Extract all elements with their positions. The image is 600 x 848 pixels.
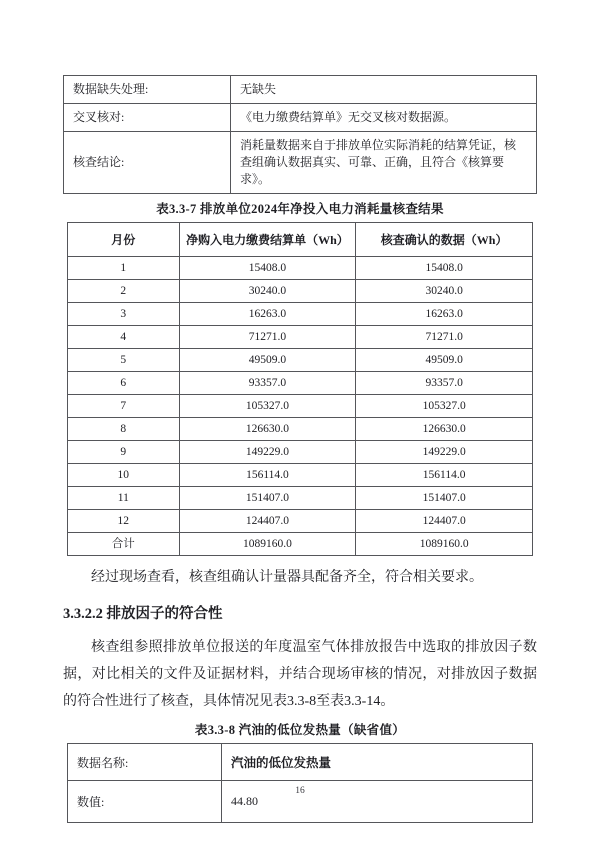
conclusion-paragraph: 经过现场查看，核查组确认计量器具配备齐全，符合相关要求。 [91, 570, 483, 585]
month-cell: 4 [68, 326, 180, 349]
summary-row-label: 核查结论: [64, 132, 231, 194]
data-name-value: 汽油的低位发热量 [222, 744, 533, 781]
table-row [68, 372, 533, 395]
summary-row-value: 《电力缴费结算单》无交叉核对数据源。 [231, 104, 537, 132]
verified-value-cell: 93357.0 [356, 372, 533, 395]
billing-value-cell: 149229.0 [179, 441, 356, 464]
verified-value-cell: 124407.0 [356, 510, 533, 533]
table-row [68, 487, 533, 510]
verified-value-cell: 149229.0 [356, 441, 533, 464]
table-row [68, 418, 533, 441]
month-cell: 7 [68, 395, 180, 418]
verified-value-cell: 49509.0 [356, 349, 533, 372]
table-row [64, 76, 537, 104]
verified-value-cell: 71271.0 [356, 326, 533, 349]
month-cell: 1 [68, 257, 180, 280]
billing-value-cell: 49509.0 [179, 349, 356, 372]
power-consumption-table [67, 222, 533, 556]
table-row [68, 464, 533, 487]
data-value-value: 44.80 [222, 781, 533, 823]
billing-value-cell: 71271.0 [179, 326, 356, 349]
column-header-verified: 核查确认的数据（Wh） [356, 223, 533, 257]
billing-value-cell: 15408.0 [179, 257, 356, 280]
total-label-cell: 合计 [68, 533, 180, 556]
month-cell: 12 [68, 510, 180, 533]
gasoline-table-caption: 表3.3-8 汽油的低位发热量（缺省值） [194, 723, 406, 737]
summary-row-value: 无缺失 [231, 76, 537, 104]
table-total-row [68, 533, 533, 556]
month-cell: 9 [68, 441, 180, 464]
table-row [68, 395, 533, 418]
month-cell: 5 [68, 349, 180, 372]
month-cell: 2 [68, 280, 180, 303]
verified-value-cell: 15408.0 [356, 257, 533, 280]
power-table-caption: 表3.3-7 排放单位2024年净投入电力消耗量核查结果 [156, 202, 444, 216]
verified-total-cell: 1089160.0 [356, 533, 533, 556]
month-cell: 3 [68, 303, 180, 326]
gasoline-heating-value-table [67, 743, 533, 823]
page-number: 16 [295, 786, 305, 796]
table-header-row [68, 223, 533, 257]
billing-total-cell: 1089160.0 [179, 533, 356, 556]
summary-row-value: 消耗量数据来自于排放单位实际消耗的结算凭证，核查组确认数据真实、可靠、正确，且符合《核算要求》。 [231, 132, 537, 194]
table-row [68, 441, 533, 464]
month-cell: 10 [68, 464, 180, 487]
section-heading: 3.3.2.2 排放因子的符合性 [63, 606, 223, 622]
verified-value-cell: 105327.0 [356, 395, 533, 418]
billing-value-cell: 105327.0 [179, 395, 356, 418]
table-row [64, 132, 537, 194]
billing-value-cell: 151407.0 [179, 487, 356, 510]
column-header-month: 月份 [68, 223, 180, 257]
verification-summary-table [63, 75, 537, 194]
data-name-label: 数据名称: [68, 744, 222, 781]
month-cell: 6 [68, 372, 180, 395]
verified-value-cell: 126630.0 [356, 418, 533, 441]
month-cell: 11 [68, 487, 180, 510]
summary-row-label: 数据缺失处理: [64, 76, 231, 104]
data-value-label: 数值: [68, 781, 222, 823]
gasoline-table-wrapper [63, 743, 537, 823]
billing-value-cell: 124407.0 [179, 510, 356, 533]
summary-row-label: 交叉核对: [64, 104, 231, 132]
table-row [68, 280, 533, 303]
table-row [68, 303, 533, 326]
table-row [68, 510, 533, 533]
table-row [68, 349, 533, 372]
billing-value-cell: 16263.0 [179, 303, 356, 326]
month-cell: 8 [68, 418, 180, 441]
verified-value-cell: 156114.0 [356, 464, 533, 487]
power-table-wrapper [63, 222, 537, 556]
billing-value-cell: 30240.0 [179, 280, 356, 303]
table-row [68, 744, 533, 781]
verified-value-cell: 151407.0 [356, 487, 533, 510]
section-paragraph: 核查组参照排放单位报送的年度温室气体排放报告中选取的排放因子数据，对比相关的文件及证据材料，并结合现场审核的情况，对排放因子数据的符合性进行了核查，具体情况见表3.3-8至表3.3-14。 [63, 640, 537, 709]
table-row [64, 104, 537, 132]
billing-value-cell: 156114.0 [179, 464, 356, 487]
verified-value-cell: 16263.0 [356, 303, 533, 326]
verified-value-cell: 30240.0 [356, 280, 533, 303]
table-row [68, 257, 533, 280]
column-header-billing: 净购入电力缴费结算单（Wh） [179, 223, 356, 257]
table-row [68, 326, 533, 349]
billing-value-cell: 93357.0 [179, 372, 356, 395]
billing-value-cell: 126630.0 [179, 418, 356, 441]
